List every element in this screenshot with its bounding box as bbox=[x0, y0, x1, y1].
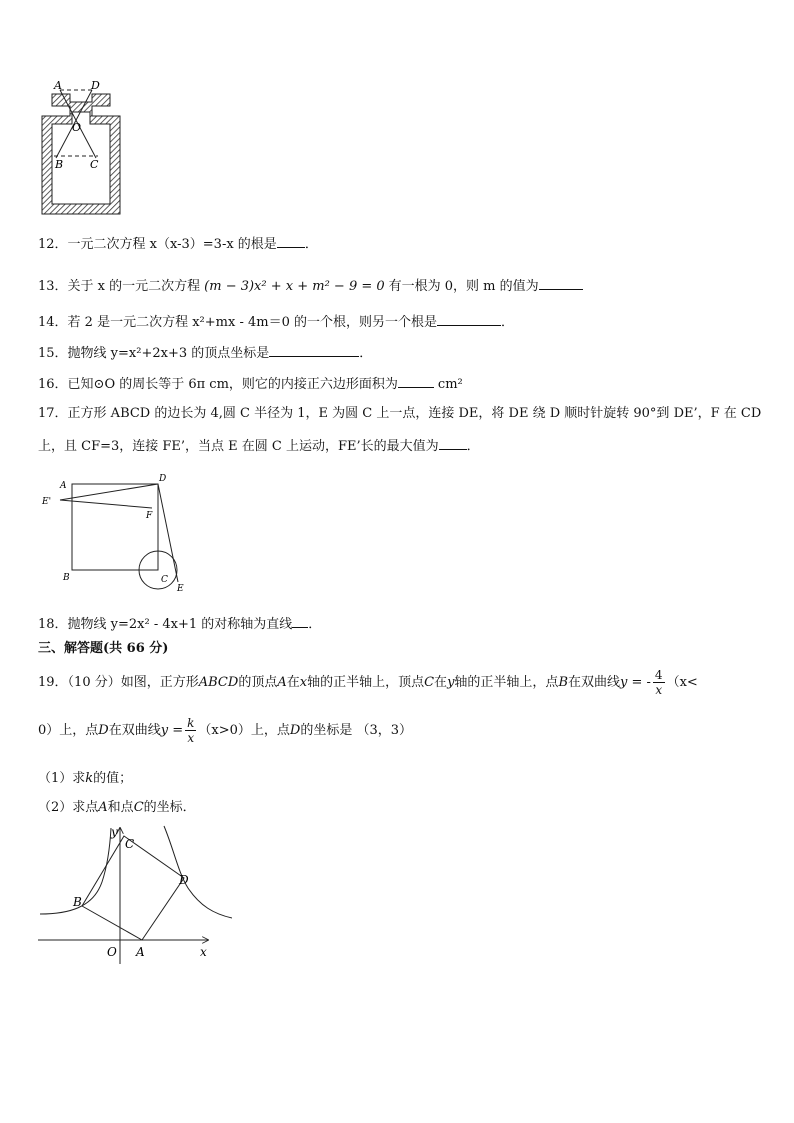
label-e-prime: E' bbox=[42, 497, 52, 507]
q19-point-b: B bbox=[558, 675, 568, 690]
q19-text: 的坐标是 （3，3） bbox=[300, 723, 413, 738]
q13-text-pre: 关于 x 的一元二次方程 bbox=[67, 279, 201, 294]
question-14 bbox=[38, 312, 514, 332]
label-x: x bbox=[200, 945, 207, 959]
q19-text: 在 bbox=[286, 675, 300, 690]
q14-answer-blank[interactable] bbox=[437, 312, 501, 326]
label-b: B bbox=[63, 573, 70, 583]
label-c: C bbox=[161, 575, 168, 585]
q16-unit: cm² bbox=[437, 377, 463, 392]
question-19-line-2 bbox=[38, 716, 412, 745]
q19-text: （x< bbox=[666, 675, 698, 690]
q19-abcd: ABCD bbox=[198, 675, 239, 690]
q16-number: 16． bbox=[38, 377, 68, 392]
label-d: D bbox=[91, 79, 100, 92]
q14-number: 14． bbox=[38, 315, 68, 330]
q19-text: 0）上，点 bbox=[38, 723, 99, 738]
q14-end: ． bbox=[500, 315, 514, 330]
q19-fraction-k-over-x bbox=[185, 716, 196, 745]
q19-curve1-lhs: y = - bbox=[620, 675, 651, 690]
q19-text: 轴的正半轴上，顶点 bbox=[307, 675, 425, 690]
q16-answer-blank[interactable] bbox=[398, 374, 434, 388]
q19-text: （x>0）上，点 bbox=[198, 723, 290, 738]
q19-k: k bbox=[85, 771, 94, 786]
q19-text: 如图，正方形 bbox=[120, 675, 199, 690]
q12-text: 一元二次方程 x（x-3）=3-x 的根是 bbox=[67, 237, 277, 252]
q19-sub2: 和点 bbox=[107, 800, 134, 815]
q17-line2: 上，且 CF=3，连接 FE’，当点 E 在圆 C 上运动，FE’长的最大值为 bbox=[38, 439, 439, 454]
q13-equation: (m − 3)x² + x + m² − 9 = 0 bbox=[204, 279, 385, 294]
square-abcd bbox=[82, 836, 184, 940]
label-a: A bbox=[60, 481, 67, 491]
label-c: C bbox=[125, 837, 135, 851]
square-circle-figure bbox=[38, 470, 198, 596]
q19-curve2-lhs: y = bbox=[160, 723, 184, 738]
q19-text: 在双曲线 bbox=[108, 723, 161, 738]
q15-answer-blank[interactable] bbox=[269, 343, 359, 357]
question-12 bbox=[38, 234, 318, 254]
label-c: C bbox=[90, 158, 99, 171]
q12-number: 12． bbox=[38, 237, 68, 252]
hyperbola-square-figure bbox=[38, 822, 232, 966]
q18-end: ． bbox=[308, 617, 322, 632]
q19-point-d: D bbox=[98, 723, 109, 738]
label-f: F bbox=[146, 511, 153, 521]
q13-number: 13． bbox=[38, 279, 68, 294]
q17-line1: 正方形 ABCD 的边长为 4,圆 C 半径为 1，E 为圆 C 上一点，连接 DE，将 DE 绕 D 顺时针旋转 90°到 DE’，F 在 CD bbox=[67, 406, 762, 421]
q19-point-d: D bbox=[289, 723, 301, 738]
q19-text: 的顶点 bbox=[238, 675, 278, 690]
q18-text: 抛物线 y=2x² - 4x+1 的对称轴为直线 bbox=[67, 617, 293, 632]
q16-text: 已知⊙O 的周长等于 6π cm，则它的内接正六边形面积为 bbox=[67, 377, 398, 392]
frac-den: x bbox=[655, 683, 663, 697]
q19-sub1-end: 的值； bbox=[93, 771, 133, 786]
q19-text: 在双曲线 bbox=[568, 675, 621, 690]
question-19-line-1 bbox=[38, 668, 698, 697]
q19-y: y bbox=[447, 675, 455, 690]
label-b: B bbox=[55, 158, 64, 171]
label-b: B bbox=[73, 895, 82, 909]
frac-num: k bbox=[187, 716, 195, 730]
label-e: E bbox=[177, 584, 184, 594]
q12-answer-blank[interactable] bbox=[277, 234, 305, 248]
q19-sub2: 的坐标． bbox=[143, 800, 196, 815]
label-o: O bbox=[107, 945, 117, 959]
q18-number: 18． bbox=[38, 617, 68, 632]
q19-fraction-neg4-over-x bbox=[653, 668, 665, 697]
q19-point-a: A bbox=[98, 800, 108, 815]
question-17-line-1 bbox=[38, 405, 761, 423]
q19-text: 在 bbox=[434, 675, 448, 690]
q19-number: 19． bbox=[38, 675, 68, 690]
label-a: A bbox=[136, 945, 145, 959]
q19-sub1: （1）求 bbox=[38, 771, 86, 786]
container-figure bbox=[38, 78, 124, 218]
question-19-part-1 bbox=[38, 770, 132, 788]
question-19-part-2 bbox=[38, 799, 196, 817]
q19-text: 轴的正半轴上，点 bbox=[454, 675, 559, 690]
q12-end: ． bbox=[304, 237, 318, 252]
q15-text: 抛物线 y=x²+2x+3 的顶点坐标是 bbox=[67, 346, 270, 361]
q19-x: x bbox=[299, 675, 308, 690]
label-d: D bbox=[179, 873, 189, 887]
q19-point-c: C bbox=[424, 675, 435, 690]
q17-answer-blank[interactable] bbox=[439, 436, 467, 450]
q17-number: 17． bbox=[38, 406, 68, 421]
question-16 bbox=[38, 374, 463, 394]
square-abcd bbox=[72, 484, 158, 570]
q14-text: 若 2 是一元二次方程 x²+mx - 4m＝0 的一个根，则另一个根是 bbox=[67, 315, 437, 330]
label-a: A bbox=[54, 79, 62, 92]
question-13 bbox=[38, 276, 583, 296]
frac-den: x bbox=[187, 731, 195, 745]
q13-text-post: 有一根为 0，则 m 的值为 bbox=[388, 279, 539, 294]
label-o: O bbox=[72, 121, 82, 134]
question-17-line-2 bbox=[38, 436, 480, 456]
q15-end: ． bbox=[359, 346, 373, 361]
q17-end: ． bbox=[466, 439, 480, 454]
q13-answer-blank[interactable] bbox=[539, 276, 583, 290]
q19-point-a: A bbox=[277, 675, 287, 690]
question-15 bbox=[38, 343, 372, 363]
q18-answer-blank[interactable] bbox=[292, 614, 308, 628]
question-18 bbox=[38, 614, 321, 634]
label-d: D bbox=[159, 474, 167, 484]
q19-point-c: C bbox=[133, 800, 144, 815]
q19-score: （10 分） bbox=[67, 675, 121, 690]
hyperbola-right bbox=[164, 826, 232, 918]
q19-sub2: （2）求点 bbox=[38, 800, 99, 815]
section-3-title: 三、解答题(共 66 分) bbox=[38, 641, 169, 656]
frac-num: 4 bbox=[654, 668, 663, 682]
label-y: y bbox=[111, 825, 118, 839]
q15-number: 15． bbox=[38, 346, 68, 361]
